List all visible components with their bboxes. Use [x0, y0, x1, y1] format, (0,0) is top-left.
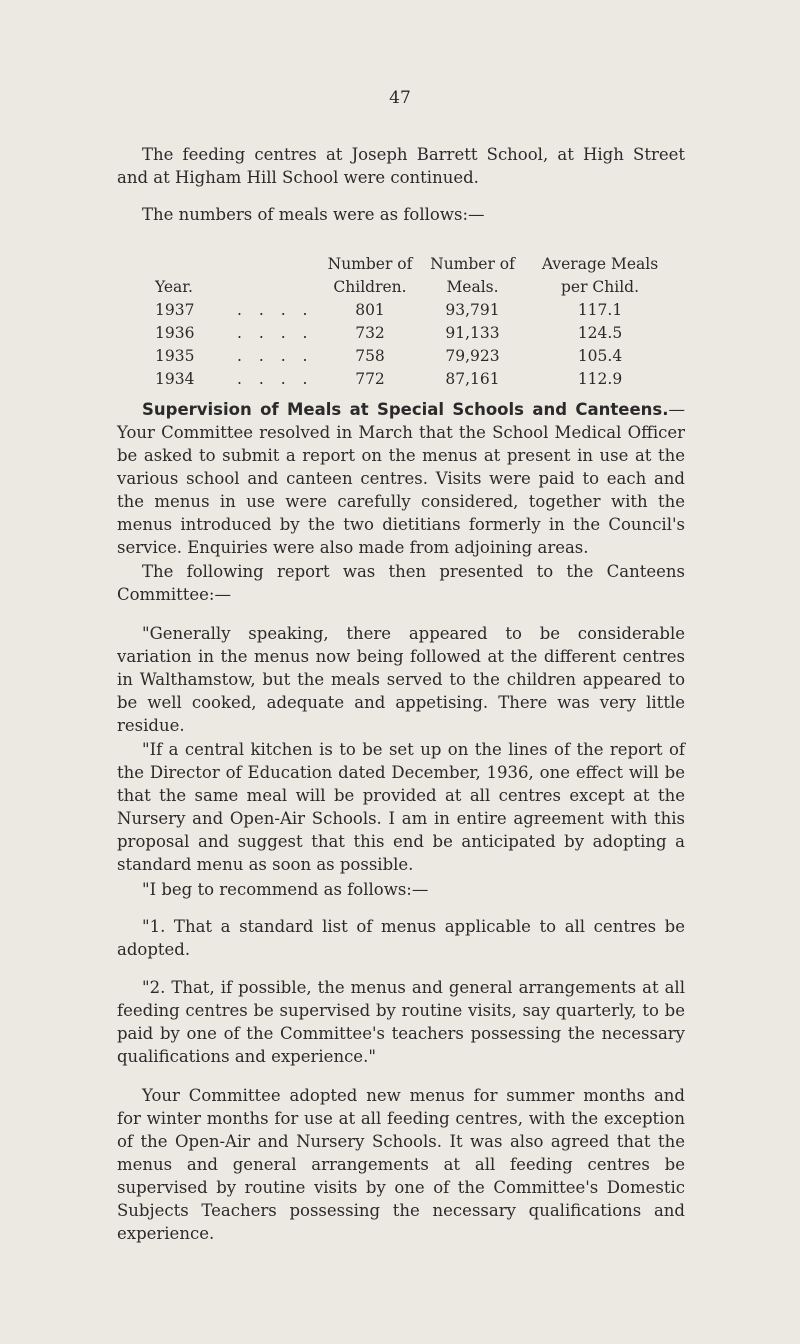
table-row	[117, 365, 670, 388]
row-leader-dots: . . . .	[237, 347, 314, 365]
row-meals: 87,161	[445, 370, 500, 388]
quote-paragraph-1: "Generally speaking, there appeared to be considerable variation in the menus now being followed at the different centres in Walthamstow, but the meals served to the children appeared to be well cooked, adequate and appetising. There was very little residue.	[117, 624, 685, 735]
supervision-paragraph	[117, 398, 685, 559]
row-year: 1936	[155, 324, 195, 342]
row-children: 758	[355, 347, 385, 365]
row-leader-dots: . . . .	[237, 370, 314, 388]
row-average: 105.4	[577, 347, 623, 365]
row-leader-dots: . . . .	[237, 301, 314, 319]
report-intro: The following report was then presented to the Canteens Committee:—	[117, 562, 685, 604]
table-row	[117, 342, 670, 365]
table-row	[117, 296, 670, 319]
row-average: 117.1	[577, 301, 623, 319]
header-meals-top: Number of	[430, 255, 515, 273]
header-year: Year.	[155, 278, 193, 296]
header-average-bottom: per Child.	[560, 278, 640, 296]
row-meals: 91,133	[445, 324, 500, 342]
header-children-bottom: Children.	[333, 278, 407, 296]
table-row	[117, 319, 670, 342]
row-meals: 79,923	[445, 347, 500, 365]
row-average: 124.5	[577, 324, 623, 342]
row-year: 1934	[155, 370, 195, 388]
row-leader-dots: . . . .	[237, 324, 314, 342]
quote-paragraph-3: "I beg to recommend as follows:—	[142, 880, 429, 899]
section-heading: Supervision of Meals at Special Schools and Canteens.	[142, 400, 669, 419]
numbers-intro: The numbers of meals were as follows:—	[142, 205, 485, 224]
meals-table	[117, 250, 670, 388]
header-children-top: Number of	[327, 255, 413, 273]
quote-paragraph-2: "If a central kitchen is to be set up on the lines of the report of the Director of Education dated December, 1936, one effect will be that the same meal will be provided at all centres except at the Nursery and Open-Air Schools. I am in entire agreement with this proposal and suggest that this end be anticipated by adopting a standard menu as soon as possible.	[117, 740, 685, 874]
supervision-text: — Your Committee resolved in March that the School Medical Officer be asked to submit a report on the menus at present in use at the various school and canteen centres. Visits were paid to each and the menus in use were carefully considered, together with the menus introduced by the two dietitians formerly in the Council's service. Enquiries were also made from adjoining areas.	[117, 400, 685, 557]
header-meals-bottom: Meals.	[446, 278, 499, 296]
row-average: 112.9	[577, 370, 623, 388]
header-average-top: Average Meals	[541, 255, 659, 273]
row-children: 801	[355, 301, 385, 319]
recommendation-1: "1. That a standard list of menus applicable to all centres be adopted.	[117, 917, 685, 959]
conclusion-paragraph: Your Committee adopted new menus for summer months and for winter months for use at all feeding centres, with the exception of the Open-Air and Nursery Schools. It was also agreed that the menus and general arrangements at all feeding centres be supervised by routine visits by one of the Committee's Domestic Subjects Teachers possessing the necessary qualifications and experience.	[117, 1086, 685, 1243]
table-header-top	[117, 250, 670, 273]
page-number: 47	[389, 88, 411, 108]
row-year: 1935	[155, 347, 195, 365]
row-children: 732	[355, 324, 385, 342]
recommendation-2: "2. That, if possible, the menus and general arrangements at all feeding centres be supervised by routine visits, say quarterly, to be paid by one of the Committee's teachers possessing the necessary qualifications and experience."	[117, 978, 685, 1066]
intro-paragraph: The feeding centres at Joseph Barrett School, at High Street and at Higham Hill School were continued.	[117, 145, 685, 187]
row-children: 772	[355, 370, 385, 388]
table-header-bottom	[117, 273, 670, 296]
row-year: 1937	[155, 301, 195, 319]
row-meals: 93,791	[445, 301, 500, 319]
